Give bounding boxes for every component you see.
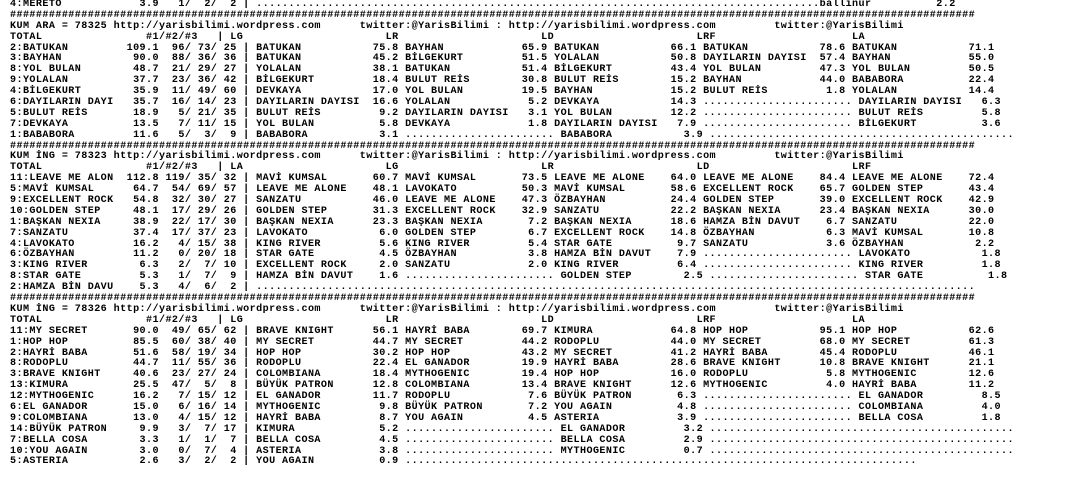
report-line: 4:MERETO 3.9 1/ 2/ 2 | .......................................................................................ballinur 2.2 (10, 0, 956, 10)
column-header-line: TOTAL #1/#2/#3 | LG LR LD LRF LA (10, 314, 865, 326)
column-header-line: TOTAL #1/#2/#3 | LG LR LD LRF LA (10, 31, 865, 43)
report-line: 6:EL GANADOR 15.0 6/ 16/ 14 | MYTHOGENIC 9.8 BÜYÜK PATRON 7.2 YOU AGAIN 4.8 ....................... COLOMBIANA 4.0 (10, 401, 1002, 413)
report-line: 8:RODOPLU 44.7 11/ 55/ 36 | RODOPLU 22.4 EL GANADOR 19.9 HAYRİ BABA 28.6 BRAVE KNIGHT 10.8 BRAVE KNIGHT 21.1 (10, 358, 995, 370)
report-line: 5:ASTERIA 2.6 3/ 2/ 2 | YOU AGAIN 0.9 ............................................................................... (10, 456, 917, 468)
report-line: 7:DEVKAYA 13.5 7/ 11/ 15 | YOL BULAN 5.8 DEVKAYA 1.8 DAYILARIN DAYISI 7.9 ....................... BİLGEKURT 3.6 (10, 118, 1002, 130)
report-line: 1:BABABORA 11.6 5/ 3/ 9 | BABABORA 3.1 ....................... BABABORA 3.9 ............................................... (10, 129, 1014, 141)
separator-line: ##################################################################################################################################################### (10, 293, 976, 305)
report-line: 9:EXCELLENT ROCK 54.8 32/ 30/ 27 | SANZATU 46.0 LEAVE ME ALONE 47.3 ÖZBAYHAN 24.4 GOLDEN STEP 39.0 EXCELLENT ROCK 42.9 (10, 195, 995, 207)
report-line: 9:YOLALAN 37.7 23/ 36/ 42 | BİLGEKURT 18.4 BULUT REİS 30.8 BULUT REİS 15.2 BAYHAN 44.0 BABABORA 22.4 (10, 75, 995, 87)
separator-line: ##################################################################################################################################################### (10, 9, 976, 21)
report-line: 6:ÖZBAYHAN 11.2 0/ 20/ 18 | STAR GATE 4.5 ÖZBAYHAN 3.8 HAMZA BİN DAVUT 7.9 ....................... LAVOKATO 1.8 (10, 249, 1002, 261)
report-line: 14:BÜYÜK PATRON 9.9 3/ 7/ 17 | KIMURA 5.2 ....................... EL GANADOR 3.2 ............................................... (10, 423, 1014, 435)
report-line: 5:MAVİ KUMSAL 64.7 54/ 69/ 57 | LEAVE ME ALONE 48.1 LAVOKATO 50.3 MAVİ KUMSAL 58.6 EXCELLENT ROCK 65.7 GOLDEN STEP 43.4 (10, 184, 995, 196)
column-header-line: TOTAL #1/#2/#3 | LA LG LR LD LRF (10, 162, 872, 174)
section-header-line: KUM İNG = 78326 http://yarisbilimi.wordpress.com twitter:@YarisBilimi : http://yarisbilimi.wordpress.com twitter:@YarisBilimi (10, 303, 904, 315)
report-line: 13:KIMURA 25.5 47/ 5/ 8 | BÜYÜK PATRON 12.8 COLOMBIANA 13.4 BRAVE KNIGHT 12.6 MYTHOGENIC 4.0 HAYRİ BABA 11.2 (10, 380, 995, 392)
section-header-line: KUM İNG = 78323 http://yarisbilimi.wordpress.com twitter:@YarisBilimi : http://yarisbilimi.wordpress.com twitter:@YarisBilimi (10, 151, 904, 163)
report-line: 11:MY SECRET 90.0 49/ 65/ 62 | BRAVE KNIGHT 56.1 HAYRİ BABA 69.7 KIMURA 64.8 HOP HOP 95.1 HOP HOP 62.6 (10, 325, 995, 337)
report-line: 9:COLOMBIANA 13.0 4/ 15/ 12 | HAYRİ BABA 8.7 YOU AGAIN 4.5 ASTERIA 3.9 ....................... BELLA COSA 1.8 (10, 412, 1002, 424)
report-line: 3:KING RIVER 6.3 2/ 7/ 10 | EXCELLENT ROCK 2.0 SANZATU 2.0 KING RIVER 6.4 ....................... KING RIVER 1.8 (10, 260, 1002, 272)
report-line: 2:HAYRİ BABA 51.6 58/ 19/ 34 | HOP HOP 30.2 HOP HOP 43.2 MY SECRET 41.2 HAYRİ BABA 45.4 RODOPLU 46.1 (10, 347, 995, 359)
report-line: 6:DAYILARIN DAYI 35.7 16/ 14/ 23 | DAYILARIN DAYISI 16.6 YOLALAN 5.2 DEVKAYA 14.3 ....................... DAYILARIN DAYISI 6.3 (10, 97, 1002, 109)
report-line: 7:BELLA COSA 3.3 1/ 1/ 7 | BELLA COSA 4.5 ....................... BELLA COSA 2.9 ............................................... (10, 434, 1014, 446)
report-line: 10:GOLDEN STEP 48.1 17/ 29/ 26 | GOLDEN STEP 31.3 EXCELLENT ROCK 32.9 SANZATU 22.2 BAŞKAN NEXIA 23.4 BAŞKAN NEXIA 30.0 (10, 205, 995, 217)
report-line: 11:LEAVE ME ALON 112.8 119/ 35/ 32 | MAVİ KUMSAL 60.7 MAVİ KUMSAL 73.5 LEAVE ME ALONE 64.0 LEAVE ME ALONE 84.4 LEAVE ME ALONE 72.4 (10, 173, 995, 185)
report-line: 12:MYTHOGENIC 16.2 7/ 15/ 12 | EL GANADOR 11.7 RODOPLU 7.6 BÜYÜK PATRON 6.3 ....................... EL GANADOR 8.5 (10, 391, 1002, 403)
report-line: 1:HOP HOP 85.5 60/ 38/ 40 | MY SECRET 44.7 MY SECRET 44.2 RODOPLU 44.0 MY SECRET 68.0 MY SECRET 61.3 (10, 336, 995, 348)
report-line: 5:BULUT REİS 18.9 5/ 21/ 35 | BULUT REİS 9.2 DAYILARIN DAYISI 3.1 YOL BULAN 12.2 ....................... BULUT REİS 5.8 (10, 107, 1002, 119)
report-line: 2:HAMZA BİN DAVU 5.3 4/ 6/ 2 | ............................................................................................................... (10, 282, 976, 294)
report-line: 1:BAŞKAN NEXIA 38.9 22/ 17/ 30 | BAŞKAN NEXIA 23.3 BAŞKAN NEXIA 7.2 BAŞKAN NEXIA 18.6 HAMZA BİN DAVUT 6.7 SANZATU 22.0 (10, 216, 995, 228)
section-header-line: KUM ARA = 78325 http://yarisbilimi.wordpress.com twitter:@YarisBilimi : http://yarisbilimi.wordpress.com twitter:@YarisBilimi (10, 20, 904, 32)
report-line: 10:YOU AGAIN 3.0 0/ 7/ 4 | ASTERIA 3.8 ....................... MYTHOGENIC 0.7 ............................................... (10, 445, 1014, 457)
report-line: 4:BİLGEKURT 35.9 11/ 49/ 60 | DEVKAYA 17.0 YOL BULAN 19.5 BAYHAN 15.2 BULUT REİS 1.8 YOLALAN 14.4 (10, 86, 995, 98)
separator-line: ##################################################################################################################################################### (10, 140, 976, 152)
report-line: 7:SANZATU 37.4 17/ 37/ 23 | LAVOKATO 6.0 GOLDEN STEP 6.7 EXCELLENT ROCK 14.8 ÖZBAYHAN 6.3 MAVİ KUMSAL 10.8 (10, 227, 995, 239)
report-line: 2:BATUKAN 109.1 96/ 73/ 25 | BATUKAN 75.8 BAYHAN 65.9 BATUKAN 66.1 BATUKAN 78.6 BATUKAN 71.1 (10, 42, 995, 54)
report-line: 8:STAR GATE 5.3 1/ 7/ 9 | HAMZA BİN DAVUT 1.6 ....................... GOLDEN STEP 2.5 ....................... STAR GATE 1.8 (10, 271, 1008, 283)
report-line: 3:BAYHAN 90.0 88/ 36/ 36 | BATUKAN 45.2 BİLGEKURT 51.5 YOLALAN 50.8 DAYILARIN DAYISI 57.4 BAYHAN 55.0 (10, 53, 995, 65)
report-line: 3:BRAVE KNIGHT 40.6 23/ 27/ 24 | COLOMBIANA 18.4 MYTHOGENIC 19.4 HOP HOP 16.0 RODOPLU 5.8 MYTHOGENIC 12.6 (10, 369, 995, 381)
report-line: 8:YOL BULAN 48.7 21/ 29/ 27 | YOLALAN 38.1 BATUKAN 51.4 BİLGEKURT 43.4 YOL BULAN 47.3 YOL BULAN 50.5 (10, 64, 995, 76)
report-line: 4:LAVOKATO 16.2 4/ 15/ 38 | KING RIVER 5.6 KING RIVER 5.4 STAR GATE 9.7 SANZATU 3.6 ÖZBAYHAN 2.2 (10, 238, 995, 250)
